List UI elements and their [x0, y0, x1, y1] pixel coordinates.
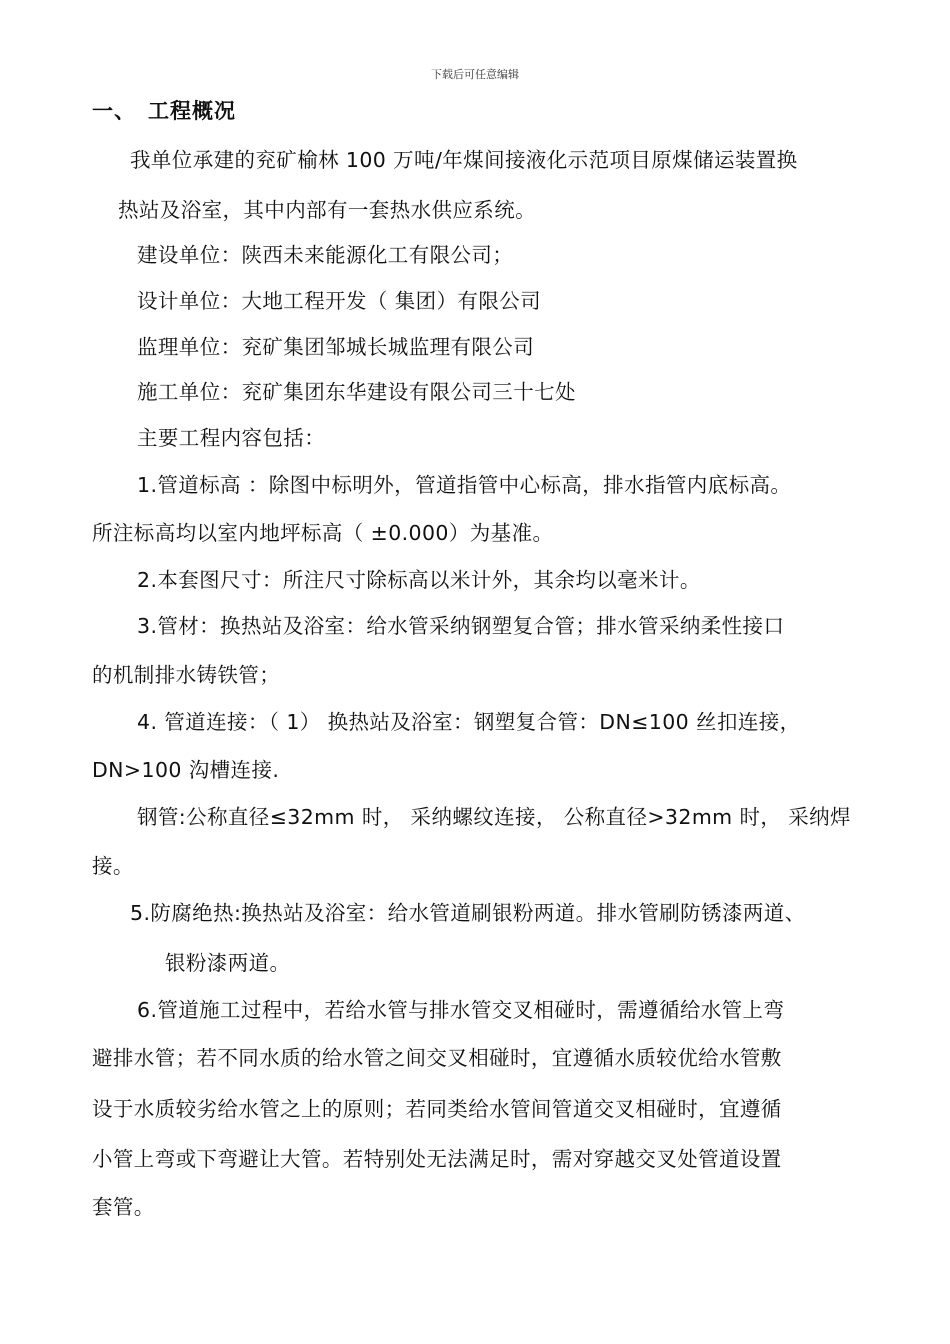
- item-6-line-2: 避排水管；若不同水质的给水管之间交叉相碰时，宜遵循水质较优给水管敷: [92, 1046, 782, 1070]
- paragraph-line-1: 我单位承建的兖矿榆林 100 万吨/年煤间接液化示范项目原煤储运装置换: [130, 148, 798, 172]
- item-4-line-2: DN>100 沟槽连接.: [92, 758, 280, 782]
- item-6-line-4: 小管上弯或下弯避让大管。若特别处无法满足时，需对穿越交叉处管道设置: [92, 1147, 782, 1171]
- supervision-unit-line: 监理单位：兖矿集团邹城长城监理有限公司: [137, 335, 535, 359]
- section-heading: [92, 95, 236, 125]
- item-3-line-1: 3.管材：换热站及浴室：给水管采纳钢塑复合管；排水管采纳柔性接口: [137, 614, 785, 638]
- item-5-line-1: 5.防腐绝热:换热站及浴室：给水管道刷银粉两道。排水管刷防锈漆两道、: [130, 901, 806, 925]
- design-unit-line: 设计单位：大地工程开发（ 集团）有限公司: [137, 289, 542, 313]
- builder-unit-line: 施工单位：兖矿集团东华建设有限公司三十七处: [137, 380, 576, 404]
- item-1-line-1: 1.管道标高 ：除图中标明外，管道指管中心标高，排水指管内底标高。: [137, 473, 792, 497]
- item-6-line-3: 设于水质较劣给水管之上的原则；若同类给水管间管道交叉相碰时，宜遵循: [92, 1097, 782, 1121]
- steel-pipe-line-1: 钢管:公称直径≤32mm 时， 采纳螺纹连接， 公称直径>32mm 时， 采纳焊: [137, 805, 851, 829]
- section-number: 一、: [92, 99, 136, 123]
- item-6-line-1: 6.管道施工过程中，若给水管与排水管交叉相碰时，需遵循给水管上弯: [137, 998, 785, 1022]
- item-6-line-5: 套管。: [92, 1195, 155, 1219]
- page-header-note: 下载后可任意编辑: [431, 68, 519, 81]
- construction-unit-line: 建设单位：陕西未来能源化工有限公司；: [137, 243, 514, 267]
- section-title: 工程概况: [148, 99, 236, 123]
- main-content-heading: 主要工程内容包括：: [137, 426, 326, 450]
- item-4-line-1: 4. 管道连接：（ 1） 换热站及浴室：钢塑复合管：DN≤100 丝扣连接，: [137, 710, 801, 734]
- item-3-line-2: 的机制排水铸铁管；: [92, 663, 281, 687]
- paragraph-line-2: 热站及浴室，其中内部有一套热水供应系统。: [118, 198, 536, 222]
- item-2-line: 2.本套图尺寸：所注尺寸除标高以米计外，其余均以毫米计。: [137, 568, 701, 592]
- steel-pipe-line-2: 接。: [92, 854, 134, 878]
- item-5-line-2: 银粉漆两道。: [165, 951, 291, 975]
- item-1-line-2: 所注标高均以室内地坪标高（ ±0.000）为基准。: [92, 521, 554, 545]
